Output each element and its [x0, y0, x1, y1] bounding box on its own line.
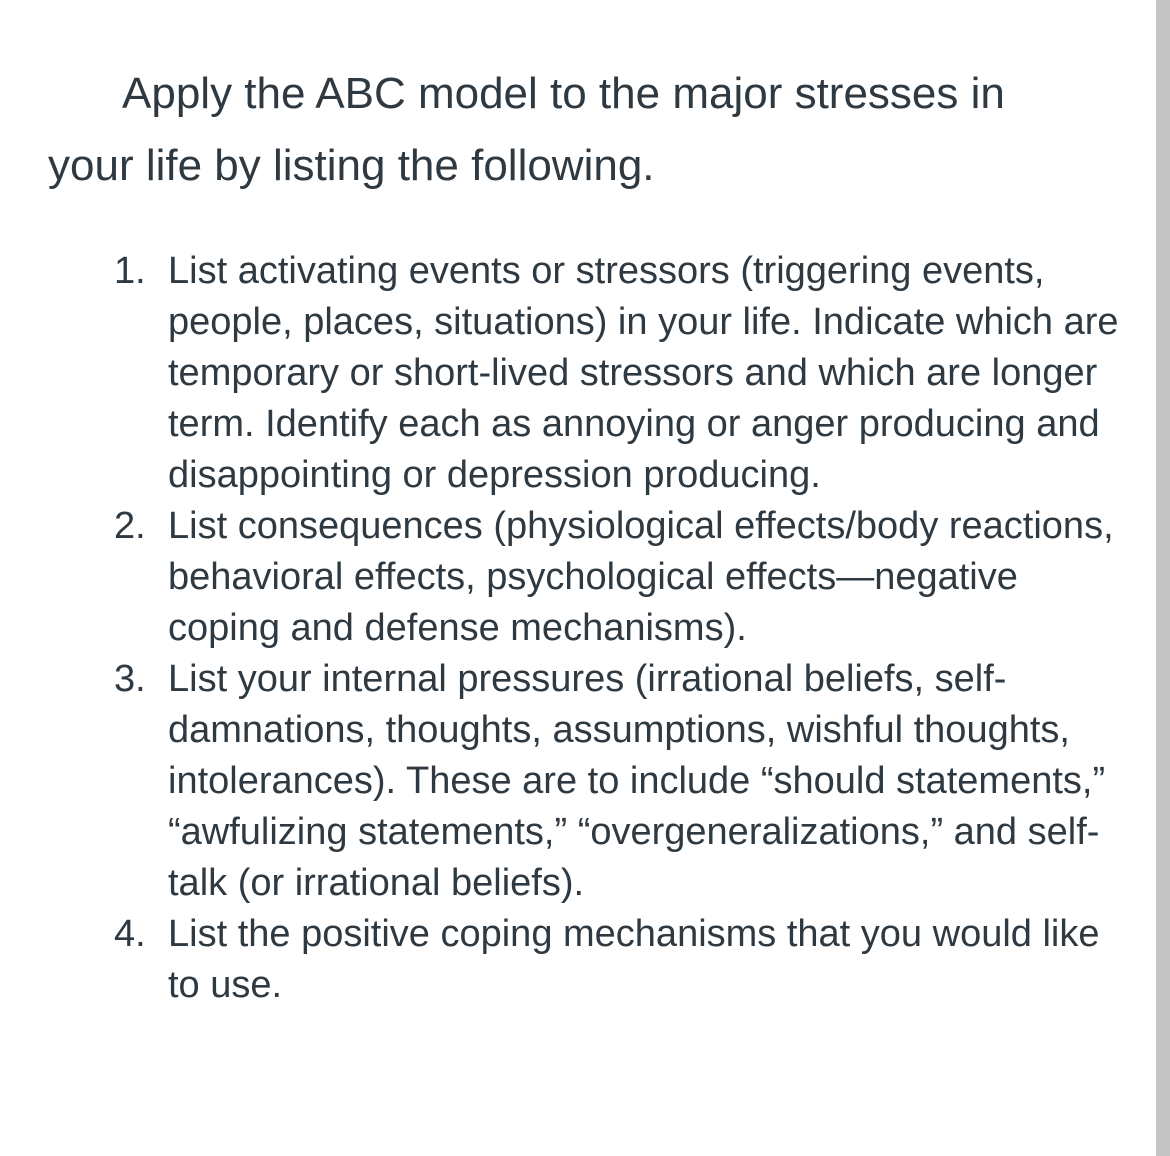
- list-item-number: 3.: [114, 658, 146, 700]
- list-item-number: 4.: [114, 913, 146, 955]
- intro-paragraph: Apply the ABC model to the major stresses in your life by listing the following.: [48, 69, 1005, 190]
- list-item: [114, 246, 1126, 501]
- list-item-number: 1.: [114, 250, 146, 292]
- list-item-text: List the positive coping mechanisms that you would like to use.: [168, 913, 1100, 1006]
- list-item-text: List your internal pressures (irrational beliefs, self-damnations, thoughts, assumptions, wishful thoughts, intolerances). These are to include “should statements,” “awfulizing statements,” “overgeneralizations,” and self-talk (or irrational beliefs).: [168, 658, 1106, 904]
- list-item: [114, 909, 1126, 1011]
- list-item: [114, 501, 1126, 654]
- steps-list: [114, 246, 1126, 1011]
- list-item-number: 2.: [114, 505, 146, 547]
- list-item: [114, 654, 1126, 909]
- vertical-scrollbar[interactable]: [1156, 0, 1170, 1156]
- list-item-text: List consequences (physiological effects/body reactions, behavioral effects, psychological effects—negative coping and defense mechanisms).: [168, 505, 1114, 649]
- list-item-text: List activating events or stressors (triggering events, people, places, situations) in your life. Indicate which are temporary or short-lived stressors and which are longer term. Identify each as annoying or anger producing and disappointing or depression producing.: [168, 250, 1119, 496]
